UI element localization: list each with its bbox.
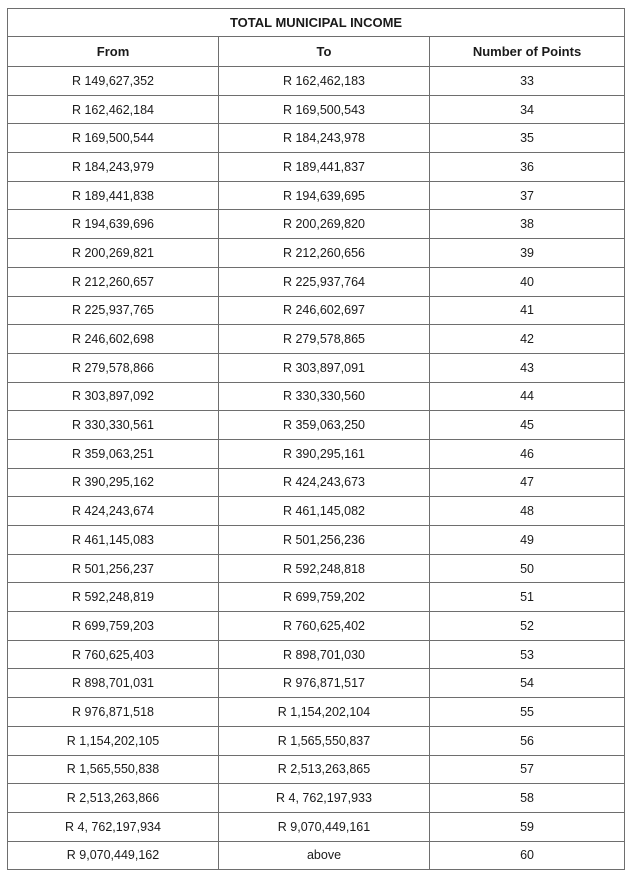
table-row [8, 669, 625, 698]
from-cell: R 9,070,449,162 [8, 841, 219, 870]
from-cell: R 212,260,657 [8, 267, 219, 296]
points-cell: 47 [430, 468, 625, 497]
to-cell: R 760,625,402 [219, 612, 430, 641]
to-cell: R 898,701,030 [219, 640, 430, 669]
points-cell: 43 [430, 353, 625, 382]
points-cell: 38 [430, 210, 625, 239]
to-cell: R 212,260,656 [219, 239, 430, 268]
points-cell: 42 [430, 325, 625, 354]
table-row [8, 153, 625, 182]
table-row [8, 382, 625, 411]
to-cell: R 330,330,560 [219, 382, 430, 411]
from-cell: R 699,759,203 [8, 612, 219, 641]
points-cell: 50 [430, 554, 625, 583]
table-row [8, 210, 625, 239]
to-cell: R 461,145,082 [219, 497, 430, 526]
table-row [8, 583, 625, 612]
from-cell: R 225,937,765 [8, 296, 219, 325]
from-cell: R 461,145,083 [8, 526, 219, 555]
to-cell: R 200,269,820 [219, 210, 430, 239]
points-cell: 36 [430, 153, 625, 182]
to-cell: R 189,441,837 [219, 153, 430, 182]
table-row [8, 439, 625, 468]
table-row [8, 784, 625, 813]
points-cell: 59 [430, 812, 625, 841]
table-row [8, 612, 625, 641]
to-cell: R 359,063,250 [219, 411, 430, 440]
from-cell: R 194,639,696 [8, 210, 219, 239]
table-title-row [8, 9, 625, 37]
from-cell: R 149,627,352 [8, 67, 219, 96]
to-cell: R 424,243,673 [219, 468, 430, 497]
to-cell: R 1,565,550,837 [219, 726, 430, 755]
from-cell: R 303,897,092 [8, 382, 219, 411]
to-cell: R 501,256,236 [219, 526, 430, 555]
from-cell: R 4, 762,197,934 [8, 812, 219, 841]
points-cell: 56 [430, 726, 625, 755]
from-cell: R 592,248,819 [8, 583, 219, 612]
from-cell: R 189,441,838 [8, 181, 219, 210]
table-row [8, 296, 625, 325]
points-cell: 44 [430, 382, 625, 411]
to-cell: R 194,639,695 [219, 181, 430, 210]
from-cell: R 1,154,202,105 [8, 726, 219, 755]
table-row [8, 468, 625, 497]
points-cell: 54 [430, 669, 625, 698]
to-cell: R 592,248,818 [219, 554, 430, 583]
to-cell: above [219, 841, 430, 870]
table-row [8, 67, 625, 96]
from-cell: R 200,269,821 [8, 239, 219, 268]
from-cell: R 501,256,237 [8, 554, 219, 583]
from-cell: R 760,625,403 [8, 640, 219, 669]
to-cell: R 2,513,263,865 [219, 755, 430, 784]
from-cell: R 169,500,544 [8, 124, 219, 153]
table-row [8, 95, 625, 124]
from-cell: R 898,701,031 [8, 669, 219, 698]
to-cell: R 184,243,978 [219, 124, 430, 153]
from-cell: R 246,602,698 [8, 325, 219, 354]
table-row [8, 325, 625, 354]
table-row [8, 755, 625, 784]
points-cell: 55 [430, 698, 625, 727]
points-cell: 40 [430, 267, 625, 296]
points-cell: 39 [430, 239, 625, 268]
to-cell: R 303,897,091 [219, 353, 430, 382]
table-row [8, 239, 625, 268]
to-cell: R 976,871,517 [219, 669, 430, 698]
table-row [8, 841, 625, 870]
to-cell: R 162,462,183 [219, 67, 430, 96]
to-cell: R 225,937,764 [219, 267, 430, 296]
from-cell: R 390,295,162 [8, 468, 219, 497]
table-row [8, 554, 625, 583]
points-cell: 46 [430, 439, 625, 468]
table-row [8, 267, 625, 296]
from-cell: R 330,330,561 [8, 411, 219, 440]
from-cell: R 2,513,263,866 [8, 784, 219, 813]
points-cell: 57 [430, 755, 625, 784]
from-cell: R 162,462,184 [8, 95, 219, 124]
column-header-to: To [219, 37, 430, 67]
points-cell: 49 [430, 526, 625, 555]
to-cell: R 279,578,865 [219, 325, 430, 354]
points-cell: 60 [430, 841, 625, 870]
points-cell: 51 [430, 583, 625, 612]
to-cell: R 9,070,449,161 [219, 812, 430, 841]
points-cell: 35 [430, 124, 625, 153]
from-cell: R 359,063,251 [8, 439, 219, 468]
table-row [8, 497, 625, 526]
points-cell: 45 [430, 411, 625, 440]
table-row [8, 812, 625, 841]
table-row [8, 640, 625, 669]
from-cell: R 1,565,550,838 [8, 755, 219, 784]
column-header-from: From [8, 37, 219, 67]
to-cell: R 699,759,202 [219, 583, 430, 612]
to-cell: R 169,500,543 [219, 95, 430, 124]
points-cell: 41 [430, 296, 625, 325]
table-title: TOTAL MUNICIPAL INCOME [8, 9, 625, 37]
table-row [8, 698, 625, 727]
table-header-row [8, 37, 625, 67]
from-cell: R 424,243,674 [8, 497, 219, 526]
from-cell: R 279,578,866 [8, 353, 219, 382]
points-cell: 53 [430, 640, 625, 669]
points-cell: 48 [430, 497, 625, 526]
points-cell: 33 [430, 67, 625, 96]
from-cell: R 184,243,979 [8, 153, 219, 182]
table-row [8, 124, 625, 153]
to-cell: R 4, 762,197,933 [219, 784, 430, 813]
points-cell: 34 [430, 95, 625, 124]
municipal-income-table [7, 8, 625, 870]
points-cell: 52 [430, 612, 625, 641]
table-row [8, 726, 625, 755]
points-cell: 58 [430, 784, 625, 813]
from-cell: R 976,871,518 [8, 698, 219, 727]
table-body [8, 67, 625, 870]
table-row [8, 411, 625, 440]
points-cell: 37 [430, 181, 625, 210]
table-row [8, 526, 625, 555]
table-row [8, 353, 625, 382]
table-row [8, 181, 625, 210]
to-cell: R 246,602,697 [219, 296, 430, 325]
to-cell: R 390,295,161 [219, 439, 430, 468]
column-header-points: Number of Points [430, 37, 625, 67]
to-cell: R 1,154,202,104 [219, 698, 430, 727]
